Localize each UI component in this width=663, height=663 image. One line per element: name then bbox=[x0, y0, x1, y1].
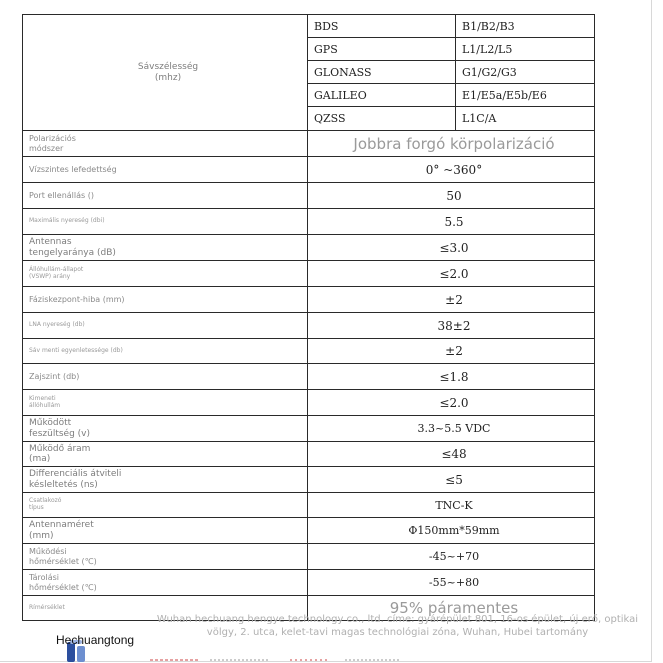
spec-label: Működő áram (ma) bbox=[23, 442, 308, 467]
spec-value: Jobbra forgó körpolarizáció bbox=[308, 131, 595, 157]
table-row bbox=[23, 570, 595, 596]
spec-label: Tárolási hőmérséklet (℃) bbox=[23, 570, 308, 596]
table-row bbox=[23, 518, 595, 544]
band-cell: L1/L2/L5 bbox=[456, 38, 595, 61]
spec-value: Φ150mm*59mm bbox=[308, 518, 595, 544]
spec-label: Antennas tengelyaránya (dB) bbox=[23, 235, 308, 261]
spec-label: Működési hőmérséklet (℃) bbox=[23, 544, 308, 570]
bottom-crop-marks bbox=[150, 658, 410, 662]
spec-label: LNA nyereség (db) bbox=[23, 313, 308, 339]
system-cell: GALILEO bbox=[308, 84, 456, 107]
table-row bbox=[23, 157, 595, 183]
system-cell: GLONASS bbox=[308, 61, 456, 84]
spec-value: ±2 bbox=[308, 287, 595, 313]
spec-value: -45~+70 bbox=[308, 544, 595, 570]
spec-value: 95% páramentes bbox=[308, 596, 595, 621]
bandwidth-label: Sávszélesség (mhz) bbox=[23, 15, 308, 131]
table-row bbox=[23, 287, 595, 313]
spec-value: 0° ~360° bbox=[308, 157, 595, 183]
spec-label: Sáv menti egyenletessége (db) bbox=[23, 339, 308, 364]
table-row bbox=[23, 183, 595, 209]
spec-value: 3.3~5.5 VDC bbox=[308, 416, 595, 442]
spec-value: TNC-K bbox=[308, 493, 595, 518]
spec-label: Differenciális átviteli késleltetés (ns) bbox=[23, 467, 308, 493]
table-row bbox=[23, 416, 595, 442]
spec-label: Állóhullám-állapot (VSWP) arány bbox=[23, 261, 308, 287]
spec-label: Polarizációs módszer bbox=[23, 131, 308, 157]
table-row bbox=[23, 364, 595, 390]
table-row bbox=[23, 544, 595, 570]
spec-label: Kimeneti állóhullám bbox=[23, 390, 308, 416]
spec-value: 5.5 bbox=[308, 209, 595, 235]
table-row bbox=[23, 313, 595, 339]
table-row bbox=[23, 209, 595, 235]
table-row bbox=[23, 15, 595, 38]
table-row bbox=[23, 261, 595, 287]
spec-value: -55~+80 bbox=[308, 570, 595, 596]
spec-label: Fáziskezpont-hiba (mm) bbox=[23, 287, 308, 313]
brand-name: Hechuangtong bbox=[56, 633, 135, 647]
spec-label: Működött feszültség (v) bbox=[23, 416, 308, 442]
spec-value: ≤2.0 bbox=[308, 390, 595, 416]
band-cell: G1/G2/G3 bbox=[456, 61, 595, 84]
band-cell: E1/E5a/E5b/E6 bbox=[456, 84, 595, 107]
spec-value: ≤3.0 bbox=[308, 235, 595, 261]
spec-label: Maximális nyereség (dbi) bbox=[23, 209, 308, 235]
table-row bbox=[23, 390, 595, 416]
spec-value: ≤5 bbox=[308, 467, 595, 493]
band-cell: B1/B2/B3 bbox=[456, 15, 595, 38]
spec-value: ±2 bbox=[308, 339, 595, 364]
band-cell: L1C/A bbox=[456, 107, 595, 131]
spec-label: Rímérséklet bbox=[23, 596, 308, 621]
spec-value: ≤2.0 bbox=[308, 261, 595, 287]
company-address: Wuhan hechuang hengye technology co., ltd. címe: gyárépület 801, 16-os épület, új erő, optikai völgy, 2. utca, kelet-tavi magas technológiai zóna, Wuhan, Hubei tartomány bbox=[156, 614, 639, 638]
table-row bbox=[23, 493, 595, 518]
spec-label: Port ellenállás () bbox=[23, 183, 308, 209]
table-row bbox=[23, 235, 595, 261]
spec-value: 50 bbox=[308, 183, 595, 209]
spec-value: ≤1.8 bbox=[308, 364, 595, 390]
table-row bbox=[23, 131, 595, 157]
spec-label: Antennaméret (mm) bbox=[23, 518, 308, 544]
spec-table bbox=[22, 14, 595, 621]
spec-label: Vízszintes lefedettség bbox=[23, 157, 308, 183]
spec-label: Zajszint (db) bbox=[23, 364, 308, 390]
spec-label: Csatlakozó típus bbox=[23, 493, 308, 518]
spec-value: ≤48 bbox=[308, 442, 595, 467]
table-row bbox=[23, 339, 595, 364]
system-cell: BDS bbox=[308, 15, 456, 38]
table-row bbox=[23, 467, 595, 493]
system-cell: QZSS bbox=[308, 107, 456, 131]
spec-value: 38±2 bbox=[308, 313, 595, 339]
system-cell: GPS bbox=[308, 38, 456, 61]
table-row bbox=[23, 442, 595, 467]
